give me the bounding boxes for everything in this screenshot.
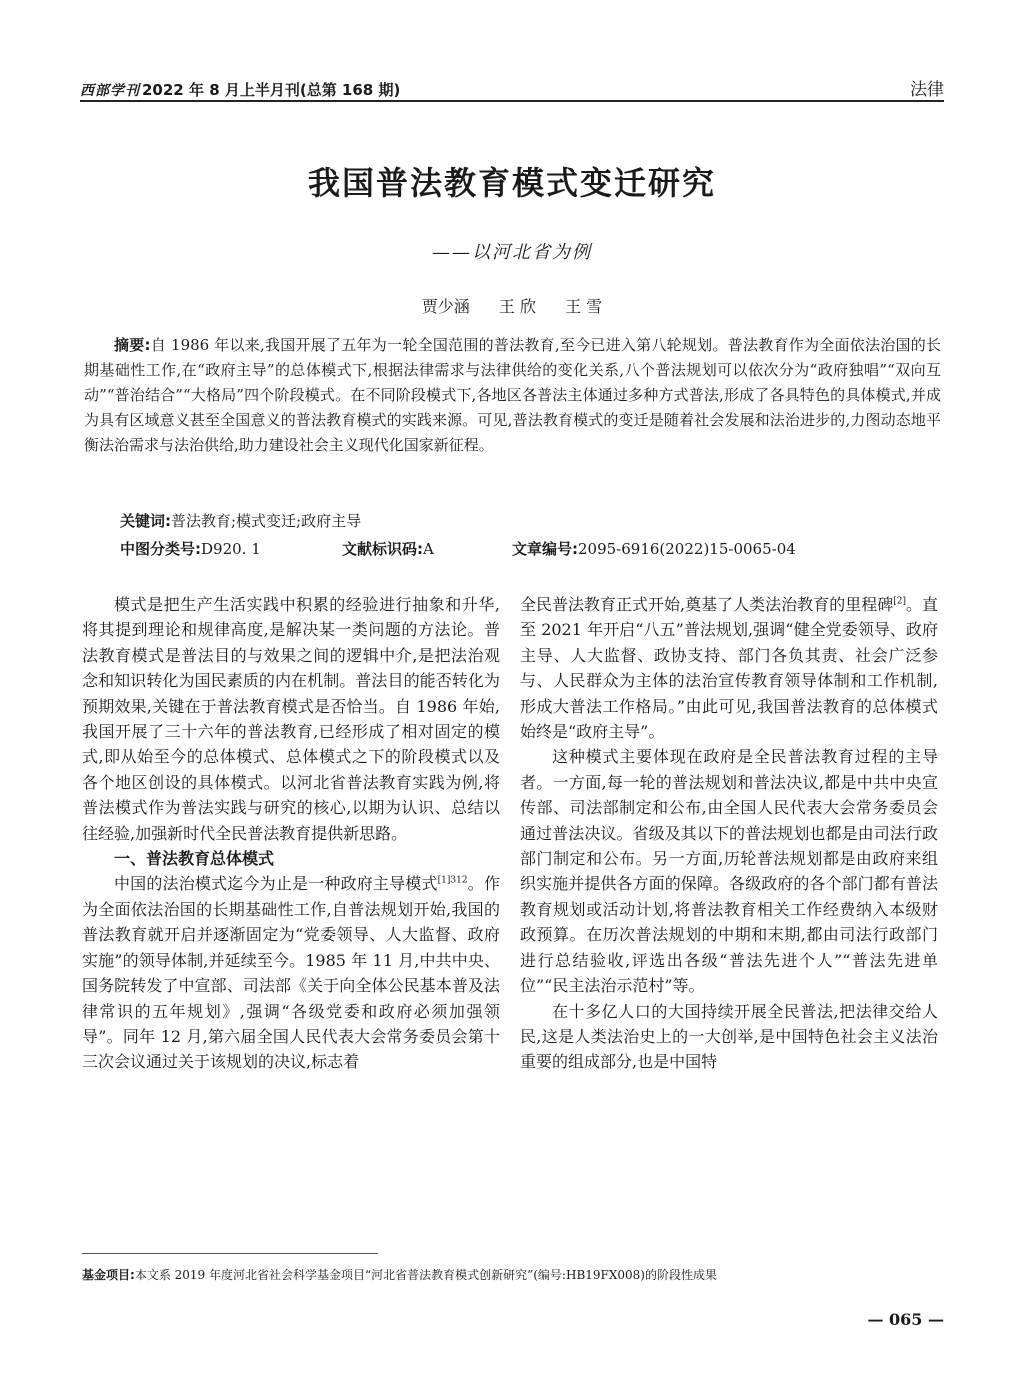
keywords-label: 关键词: [120,512,171,530]
author-list [0,294,1024,317]
journal-logo: 西部学刊 [80,83,140,99]
body-column-right [520,592,938,1075]
clc-number: 中图分类号:D920. 1 [120,540,261,558]
footnote-rule [82,1253,378,1254]
author: 王 欣 [498,297,536,316]
paper-subtitle: ——以河北省为例 [432,242,592,263]
footnote-label: 基金项目: [82,1268,135,1282]
body-paragraph: 在十多亿人口的大国持续开展全民普法,把法律交给人民,这是人类法治史上的一大创举,是中国特色社会主义法治重要的组成部分,也是中国特 [520,1001,938,1072]
keywords-text: 普法教育;模式变迁;政府主导 [171,512,362,530]
author: 王 雪 [565,297,603,316]
section-heading: 一、普法教育总体模式 [114,849,275,869]
page-number: — 065 — [867,1310,944,1329]
author: 贾少涵 [421,297,470,316]
header-rule [80,100,944,102]
document-code: 文献标识码:A [342,540,434,558]
abstract [84,333,941,458]
body-paragraph: 全民普法教育正式开始,奠基了人类法治教育的里程碑[2]。直至 2021 年开启“八五”普法规划,强调“健全党委领导、政府主导、人大监督、政协支持、部门各负其责、社会广泛参与、人民群众为主体的法治宣传教育领导体制和工作机制,形成大普法工作格局。”由此可见,我国普法教育的总体模式始终是“政府主导”。 [520,595,938,742]
body-paragraph: 中国的法治模式迄今为止是一种政府主导模式$^{[1]312}$。作为全面依法治国的长期基础性工作,自普法规划开始,我国的普法教育就开启并逐渐固定为“党委领导、人大监督、政府实施”的领导体制,并延续至今。1985 年 11 月,中共中央、国务院转发了中宣部、司法部《关于向全体公民基本普及法律常识的五年规划》,强调“各级党委和政府必须加强领导”。同年 12 月,第六届全国人民代表大会常务委员会第十三次会议通过关于该规划的决议,标志着 [82,874,500,1072]
paper-title: 我国普法教育模式变迁研究 [307,164,716,202]
abstract-label: 摘要: [114,336,151,354]
issue-info: 2022 年 8 月上半月刊(总第 168 期) [142,81,401,99]
article-number: 文章编号:2095-6916(2022)15-0065-04 [512,540,796,558]
section-label: 法律 [910,80,944,100]
keywords [120,510,361,531]
funding-footnote [82,1266,717,1283]
running-header [80,70,944,100]
journal-info [80,79,400,100]
body-column-left [82,592,500,1075]
citation-ref: [2] [893,596,906,607]
footnote-text: 本文系 2019 年度河北省社会科学基金项目“河北省普法教育模式创新研究”(编号:HB19FX008)的阶段性成果 [134,1268,717,1282]
body-paragraph: 这种模式主要体现在政府是全民普法教育过程的主导者。一方面,每一轮的普法规划和普法决议,都是中共中央宣传部、司法部制定和公布,由全国人民代表大会常务委员会通过普法决议。省级及其以下的普法规划也都是由司法行政部门制定和公布。另一方面,历轮普法规划都是由政府来组织实施并提供各方面的保障。各级政府的各个部门都有普法教育规划或活动计划,将普法教育相关工作经费纳入本级财政预算。在历次普法规划的中期和末期,都由司法行政部门进行总结验收,评选出各级“普法先进个人”“普法先进单位”“民主法治示范村”等。 [520,747,938,996]
citation-ref: [1]312 [437,876,468,887]
abstract-text: 自 1986 年以来,我国开展了五年为一轮全国范围的普法教育,至今已进入第八轮规划。普法教育作为全面依法治国的长期基础性工作,在“政府主导”的总体模式下,根据法律需求与法律供给的变化关系,八个普法规划可以依次分为“政府独唱”“双向互动”“普治结合”“大格局”四个阶段模式。在不同阶段模式下,各地区各普法主体通过多种方式普法,形成了各具特色的具体模式,并成为具有区域意义甚至全国意义的普法教育模式的实践来源。可见,普法教育模式的变迁是随着社会发展和法治进步的,力图动态地平衡法治需求与法治供给,助力建设社会主义现代化国家新征程。 [84,336,941,454]
classification-info [120,538,796,559]
body-paragraph: 模式是把生产生活实践中积累的经验进行抽象和升华,将其提到理论和规律高度,是解决某一类问题的方法论。普法教育模式是普法目的与效果之间的逻辑中介,是把法治观念和知识转化为国民素质的内在机制。普法目的能否转化为预期效果,关键在于普法教育模式是否恰当。自 1986 年始,我国开展了三十六年的普法教育,已经形成了相对固定的模式,即从始至今的总体模式、总体模式之下的阶段模式以及各个地区创设的具体模式。以河北省普法教育实践为例,将普法模式作为普法实践与研究的核心,以期为认识、总结以往经验,加强新时代全民普法教育提供新思路。 [82,595,500,843]
